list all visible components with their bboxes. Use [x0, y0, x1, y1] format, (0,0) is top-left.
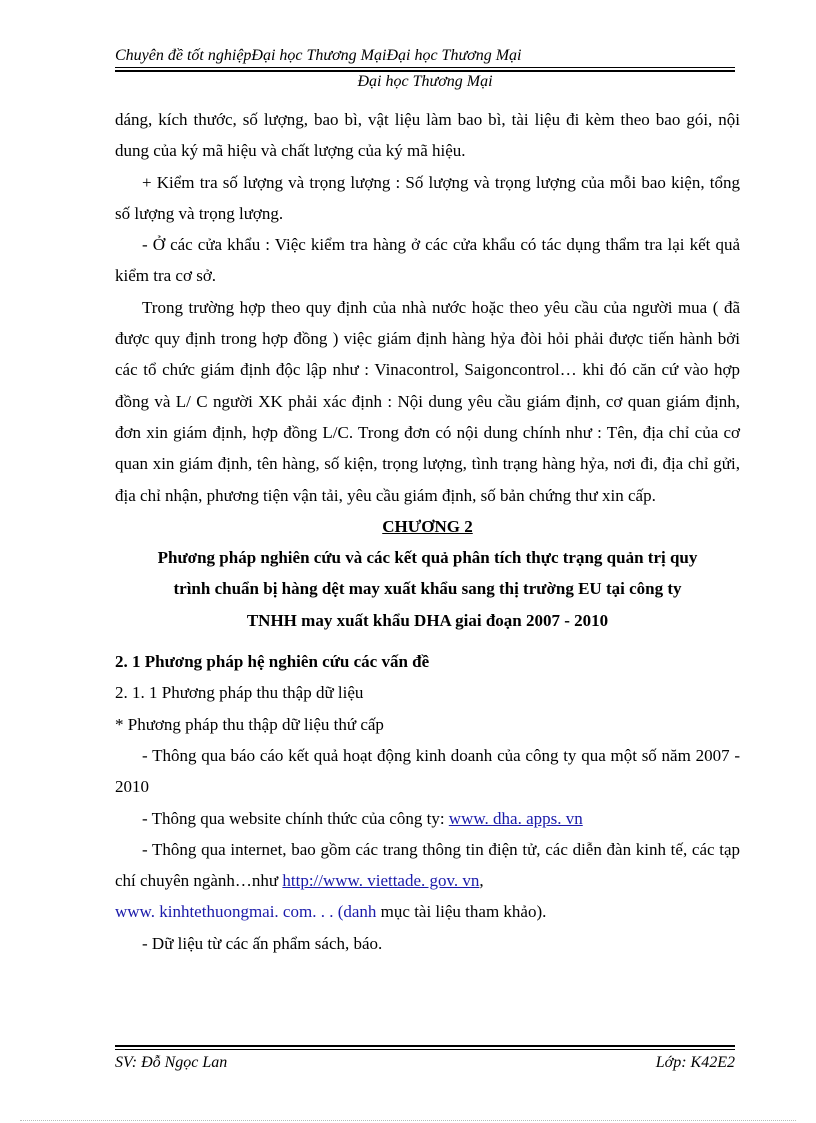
list-item: [115, 834, 740, 928]
chapter-title-line: trình chuẩn bị hàng dệt may xuất khẩu sang thị trường EU tại công ty: [173, 579, 682, 599]
paragraph: Trong trường hợp theo quy định của nhà nước hoặc theo yêu cầu của người mua ( đã được quy định trong hợp đồng ) việc giám định hàng hỷa đòi hỏi phải được tiến hành bởi các tổ chức giám định độc lập như : Vinacontrol, Saigoncontrol… khi đó căn cứ vào hợp đồng và L/ C người XK phải xác định : Nội dung yêu cầu giám định, cơ quan giám định, đơn xin giám định, hợp đồng L/C. Trong đơn có nội dung chính như : Tên, địa chỉ của cơ quan xin giám định, tên hàng, số kiện, trọng lượng, tình trạng hàng hỷa, nơi đi, địa chỉ gửi, địa chỉ nhận, phương tiện vận tải, yêu cầu giám định, số bản chứng thư xin cấp.: [115, 297, 740, 505]
section-heading: 2. 1 Phương pháp hệ nghiên cứu các vấn đề: [115, 652, 430, 672]
list-item: [115, 803, 740, 834]
chapter-title-line: TNHH may xuất khẩu DHA giai đoạn 2007 - 2010: [246, 610, 609, 630]
list-item: - Thông qua báo cáo kết quả hoạt động kinh doanh của công ty qua một số năm 2007 - 2010: [115, 745, 740, 797]
paragraph: - Ở các cửa khẩu : Việc kiểm tra hàng ở các cửa khẩu có tác dụng thẩm tra lại kết quả kiểm tra cơ sở.: [115, 235, 740, 286]
viettade-link[interactable]: http://www. viettade. gov. vn: [282, 871, 480, 891]
list-item-text: - Thông qua internet, bao gồm các trang thông tin điện tử, các diễn đàn kinh tế, các tạp chí chuyên ngành…như: [115, 839, 740, 891]
student-name: SV: Đỗ Ngọc Lan: [115, 1054, 228, 1071]
list-item-tail: mục tài liệu tham khảo).: [376, 902, 547, 922]
paragraph: + Kiểm tra số lượng và trọng lượng : Số lượng và trọng lượng của mỗi bao kiện, tổng số lượng và trọng lượng.: [115, 172, 740, 223]
page-header: [115, 46, 735, 92]
document-body: [115, 104, 740, 959]
class-code: Lớp: K42E2: [655, 1054, 735, 1071]
company-website-link[interactable]: www. dha. apps. vn: [448, 808, 583, 828]
header-subtitle: Đại học Thương Mại: [357, 73, 493, 90]
comma: ,: [479, 871, 484, 891]
bullet-heading: * Phương pháp thu thập dữ liệu thứ cấp: [115, 714, 384, 734]
paragraph: dáng, kích thước, số lượng, bao bì, vật liệu làm bao bì, tài liệu đi kèm theo bao gói, nội dung của ký mã hiệu và chất lượng của ký mã hiệu.: [115, 110, 740, 161]
chapter-heading: CHƯƠNG 2: [382, 516, 473, 536]
list-item-text: - Thông qua website chính thức của công ty:: [142, 808, 449, 828]
page-footer: [115, 1045, 735, 1072]
subsection-heading: 2. 1. 1 Phương pháp thu thập dữ liệu: [115, 683, 364, 703]
chapter-title-line: Phương pháp nghiên cứu và các kết quả phân tích thực trạng quản trị quy: [157, 548, 698, 568]
header-title: Chuyên đề tốt nghiệpĐại học Thương MạiĐại học Thương Mại: [115, 47, 522, 64]
kinhtethuongmai-link[interactable]: www. kinhtethuongmai. com. . . (danh: [115, 902, 377, 922]
footer-rule: [115, 1045, 735, 1050]
page-edge-divider: [20, 1120, 796, 1121]
list-item: - Dữ liệu từ các ấn phẩm sách, báo.: [142, 933, 383, 953]
